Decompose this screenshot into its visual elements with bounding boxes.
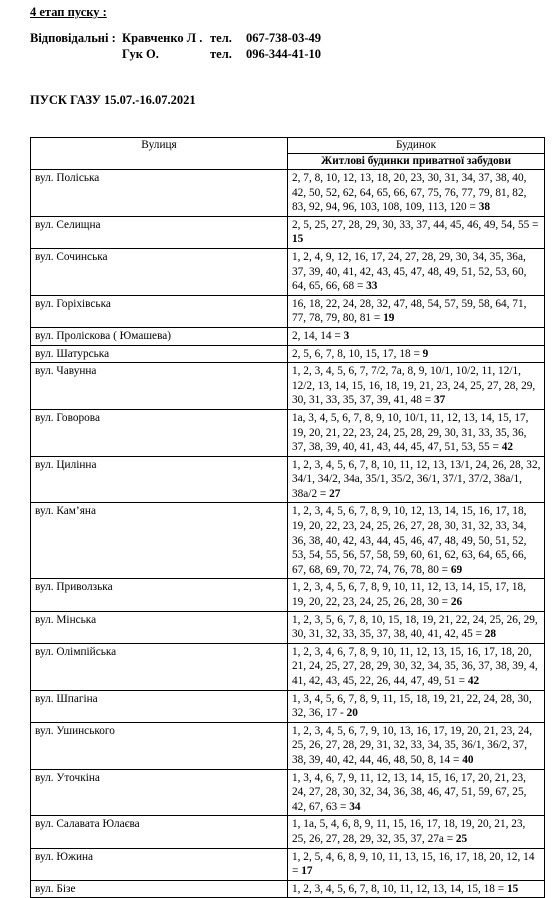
table-row	[31, 880, 545, 898]
house-count: 27	[329, 487, 341, 500]
street-name: вул. Чавунна	[31, 363, 288, 410]
responsible-name: Гук О.	[122, 47, 159, 61]
house-list: 2, 14, 14 =	[292, 329, 341, 342]
street-name: вул. Поліська	[31, 170, 288, 217]
table-subheader: Житлові будинки приватної забудови	[288, 154, 545, 170]
table-body	[31, 170, 545, 898]
table-row	[31, 690, 545, 722]
house-count: 25	[455, 832, 468, 845]
house-numbers	[288, 345, 545, 363]
house-count: 3	[343, 329, 350, 342]
street-name: вул. Шпагіна	[31, 690, 288, 722]
street-name: вул. Мінська	[31, 611, 288, 643]
street-name: вул. Олімпійська	[31, 643, 288, 690]
house-list: 1, 3, 4, 6, 7, 9, 11, 12, 13, 14, 15, 16, 17, 20, 21, 23, 24, 27, 28, 30, 32, 34, 36, 38, 46, 47, 51, 59, 67, 25, 42, 67, 63 =	[292, 771, 527, 813]
house-list: 1, 2, 4, 9, 12, 16, 17, 24, 27, 28, 29, 30, 34, 35, 36а, 37, 39, 40, 41, 42, 43, 45, 47, 48, 49, 51, 52, 53, 60, 64, 65, 66, 68 =	[292, 250, 527, 293]
house-numbers	[288, 216, 545, 248]
table-row	[31, 327, 545, 345]
table-row	[31, 295, 545, 327]
house-list: 1, 2, 5, 4, 6, 8, 9, 10, 11, 13, 15, 16, 17, 18, 20, 12, 14 =	[292, 850, 535, 878]
house-count: 9	[422, 347, 429, 360]
house-numbers	[288, 579, 545, 611]
street-name: вул. Уточкіна	[31, 769, 288, 816]
street-name: вул. Салавата Юлаєва	[31, 816, 288, 848]
house-list: 2, 7, 8, 10, 12, 13, 18, 20, 23, 30, 31, 34, 37, 38, 40, 42, 50, 52, 62, 64, 65, 66, 67, 75, 76, 77, 79, 81, 82, 83, 92, 94, 96, 103, 108, 109, 113, 120 =	[292, 172, 527, 214]
house-list: 2, 5, 25, 27, 28, 29, 30, 33, 37, 44, 45, 46, 49, 54, 55 =	[292, 218, 539, 231]
street-name: вул. Южина	[31, 848, 288, 880]
table-row	[31, 216, 545, 248]
house-numbers	[288, 503, 545, 579]
house-numbers	[288, 456, 545, 503]
table-row	[31, 363, 545, 410]
house-numbers	[288, 248, 545, 295]
house-count: 42	[501, 441, 514, 454]
street-name: вул. Цилінна	[31, 456, 288, 503]
table-row	[31, 848, 545, 880]
street-name: вул. Пролiскова ( Юмашева)	[31, 327, 288, 345]
responsible-label: Відповідальні :	[30, 31, 116, 45]
house-numbers	[288, 643, 545, 690]
house-count: 42	[467, 675, 480, 687]
street-name: вул. Горіхівська	[31, 295, 288, 327]
house-count: 17	[301, 865, 313, 878]
house-numbers	[288, 848, 545, 880]
phone-label: тел.	[210, 31, 232, 45]
house-count: 40	[462, 753, 474, 766]
house-count: 26	[450, 596, 463, 609]
table-row	[31, 611, 545, 643]
house-count: 15	[506, 882, 519, 895]
house-count: 34	[349, 800, 361, 813]
table-row	[31, 816, 545, 848]
responsible-name: Кравченко Л .	[122, 31, 203, 45]
house-count: 20	[346, 707, 358, 720]
responsible-line-1	[30, 31, 321, 46]
table-row	[31, 769, 545, 816]
table-row	[31, 643, 545, 690]
house-list: 1а, 3, 4, 5, 6, 7, 8, 9, 10, 10/1, 11, 12, 13, 14, 15, 17, 19, 20, 21, 22, 23, 24, 25, 28, 29, 30, 31, 33, 35, 36, 37, 38, 39, 40, 41, 43, 44, 45, 47, 51, 53, 55 =	[292, 411, 529, 454]
stage-title: 4 етап пуску :	[30, 5, 107, 19]
house-numbers	[288, 295, 545, 327]
street-name: вул. Сочинська	[31, 248, 288, 295]
streets-table	[30, 137, 545, 898]
house-numbers	[288, 170, 545, 217]
phone-number: 067-738-03-49	[246, 31, 321, 45]
house-list: 1, 2, 3, 4, 5, 6, 7, 7/2, 7а, 8, 9, 10/1, 10/2, 11, 12/1, 12/2, 13, 14, 15, 16, 18, 19, 21, 23, 24, 25, 27, 28, 29, 30, 31, 33, 35, 37, 39, 41, 48 =	[292, 365, 536, 407]
house-count: 37	[433, 394, 446, 407]
responsible-line-2	[30, 47, 321, 62]
house-list: 1, 3, 4, 5, 6, 7, 8, 9, 11, 15, 18, 19, 21, 22, 24, 28, 30, 32, 36, 17 -	[292, 692, 532, 720]
house-numbers	[288, 327, 545, 345]
house-numbers	[288, 363, 545, 410]
house-count: 38	[478, 201, 491, 214]
street-name: вул. Говорова	[31, 409, 288, 456]
table-header-row	[31, 138, 545, 154]
table-row	[31, 722, 545, 769]
house-count: 15	[292, 233, 304, 246]
column-header-house: Будинок	[288, 138, 545, 154]
street-name: вул. Шатурська	[31, 345, 288, 363]
table-row	[31, 345, 545, 363]
house-list: 1, 2, 3, 4, 5, 6, 7, 9, 10, 13, 16, 17, 19, 20, 21, 23, 24, 25, 26, 27, 28, 29, 31, 32, 33, 34, 35, 36/1, 36/2, 37, 38, 39, 40, 42, 44, 46, 48, 50, 8, 14 =	[292, 724, 533, 766]
house-count: 28	[484, 628, 497, 641]
phone-label: тел.	[210, 47, 232, 61]
house-count: 33	[366, 280, 378, 293]
street-name: вул. Селищна	[31, 216, 288, 248]
house-numbers	[288, 722, 545, 769]
house-list: 1, 1а, 5, 4, 6, 8, 9, 11, 15, 16, 17, 18, 19, 20, 21, 23, 25, 26, 27, 28, 29, 32, 35, 37, 27а =	[292, 818, 526, 845]
table-row	[31, 579, 545, 611]
house-list: 1, 2, 3, 4, 5, 6, 7, 8, 9, 10, 12, 13, 14, 15, 16, 17, 18, 19, 20, 22, 23, 24, 25, 26, 27, 28, 30, 31, 32, 33, 34, 36, 38, 40, 42, 43, 44, 45, 46, 47, 48, 49, 50, 51, 52, 53, 54, 55, 56, 57, 58, 59, 60, 61, 62, 63, 64, 65, 66, 67, 68, 69, 70, 72, 74, 76, 78, 80 =	[292, 505, 527, 576]
house-numbers	[288, 769, 545, 816]
street-name: вул. Ушинського	[31, 722, 288, 769]
table-row	[31, 409, 545, 456]
house-list: 1, 2, 3, 4, 6, 7, 8, 9, 10, 11, 12, 13, 15, 16, 17, 18, 20, 21, 24, 25, 27, 28, 29, 30, 32, 34, 35, 36, 37, 38, 39, 4, 41, 42, 43, 45, 22, 26, 44, 47, 49, 51 =	[292, 645, 538, 687]
house-numbers	[288, 611, 545, 643]
house-list: 1, 2, 3, 4, 5, 6, 7, 8, 9, 10, 11, 12, 13, 14, 15, 17, 18, 19, 20, 22, 23, 24, 25, 26, 28, 30 =	[292, 581, 526, 609]
house-count: 19	[383, 312, 395, 325]
phone-number: 096-344-41-10	[246, 47, 321, 61]
street-name: вул. Бізе	[31, 880, 288, 898]
table-row	[31, 248, 545, 295]
house-numbers	[288, 880, 545, 898]
house-list: 1, 2, 3, 4, 5, 6, 7, 8, 10, 11, 12, 13, 14, 15, 18 =	[292, 882, 505, 895]
house-count: 69	[450, 563, 463, 576]
column-header-street: Вулиця	[31, 138, 288, 170]
table-row	[31, 170, 545, 217]
house-list: 2, 5, 6, 7, 8, 10, 15, 17, 18 =	[292, 347, 420, 360]
launch-title: ПУСК ГАЗУ 15.07.-16.07.2021	[30, 93, 196, 107]
house-list: 1, 2, 3, 4, 5, 6, 7, 8, 10, 11, 12, 13, 13/1, 24, 26, 28, 32, 34/1, 34/2, 34а, 35/1, 35/2, 36/1, 37/1, 37/2, 38а/1, 38а/2 =	[292, 458, 541, 500]
table-row	[31, 456, 545, 503]
house-list: 1, 2, 3, 5, 6, 7, 8, 10, 15, 18, 19, 21, 22, 24, 25, 26, 29, 30, 31, 32, 33, 35, 37, 38, 40, 41, 42, 45 =	[292, 613, 538, 641]
street-name: вул. Приволзька	[31, 579, 288, 611]
table-row	[31, 503, 545, 579]
house-list: 16, 18, 22, 24, 28, 32, 47, 48, 54, 57, 59, 58, 64, 71, 77, 78, 79, 80, 81 =	[292, 297, 527, 325]
street-name: вул. Кам’яна	[31, 503, 288, 579]
house-numbers	[288, 409, 545, 456]
house-numbers	[288, 816, 545, 848]
house-numbers	[288, 690, 545, 722]
